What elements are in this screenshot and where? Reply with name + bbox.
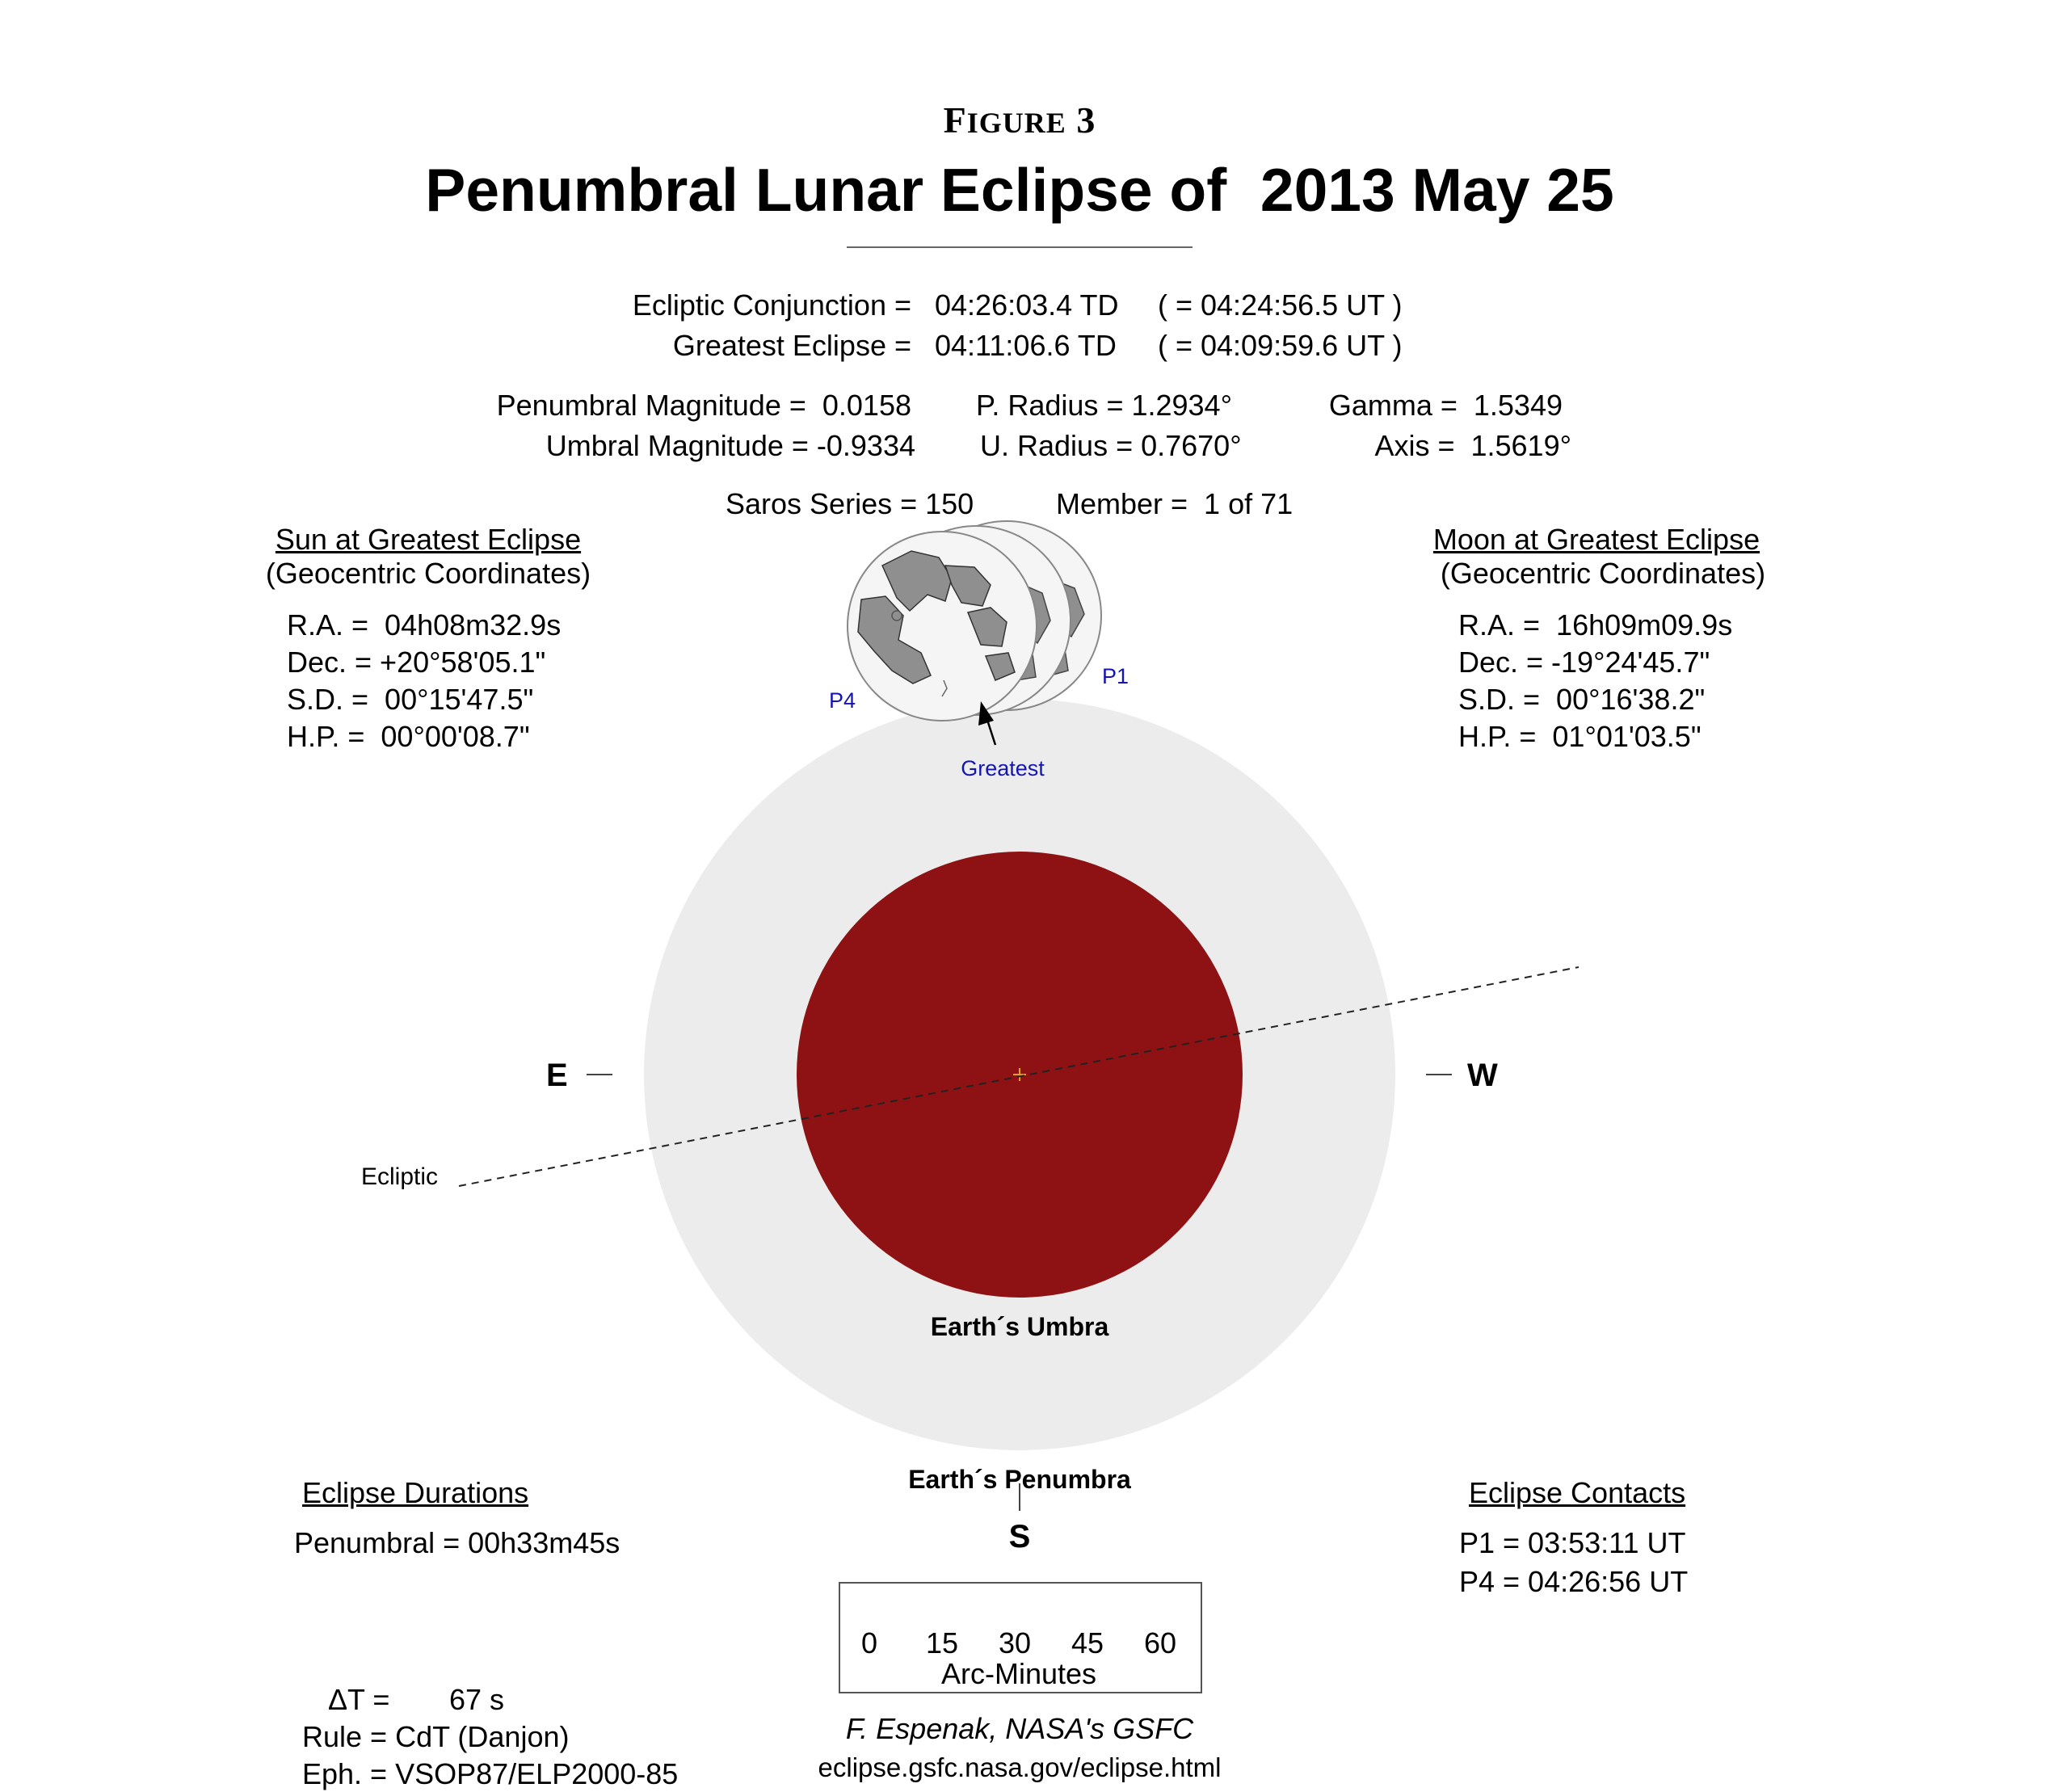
greatest-eclipse-label: Greatest Eclipse = <box>672 329 919 362</box>
east-label: E <box>546 1058 568 1093</box>
gamma-value: Gamma = 1.5349 <box>1328 389 1563 422</box>
scale-tick-30: 30 <box>998 1626 1032 1659</box>
moon-heading: Moon at Greatest Eclipse <box>1432 523 1760 556</box>
moon-dec: Dec. = -19°24'45.7" <box>1458 646 1710 679</box>
penumbral-duration: Penumbral = 00h33m45s <box>294 1526 620 1559</box>
ecliptic-conjunction-ut: ( = 04:24:56.5 UT ) <box>1158 288 1403 322</box>
moon-subheading: (Geocentric Coordinates) <box>1440 557 1766 590</box>
greatest-label: Greatest <box>961 756 1045 780</box>
sun-heading: Sun at Greatest Eclipse <box>275 523 582 556</box>
scale-tick-45: 45 <box>1071 1626 1104 1659</box>
moon-hp: H.P. = 01°01'03.5" <box>1458 720 1702 753</box>
scale-tick-0: 0 <box>860 1626 878 1659</box>
figure-label-rest: IGURE <box>966 107 1066 139</box>
penumbra-label: Earth´s Penumbra <box>908 1465 1131 1494</box>
axis-value: Axis = 1.5619° <box>1374 429 1571 462</box>
sun-hp: H.P. = 00°00'08.7" <box>287 720 530 753</box>
ecliptic-conjunction-label: Ecliptic Conjunction = <box>632 288 919 322</box>
contact-p4: P4 = 04:26:56 UT <box>1459 1565 1689 1598</box>
umbral-magnitude: Umbral Magnitude = -0.9334 <box>545 429 915 462</box>
saros-member: Member = 1 of 71 <box>1056 487 1294 520</box>
west-label: W <box>1467 1058 1498 1093</box>
penumbral-radius: P. Radius = 1.2934° <box>976 389 1232 422</box>
page-title: Penumbral Lunar Eclipse of 2013 May 25 <box>425 156 1614 224</box>
penumbral-magnitude: Penumbral Magnitude = 0.0158 <box>496 389 911 422</box>
scale-label: Arc-Minutes <box>940 1657 1097 1690</box>
durations-heading: Eclipse Durations <box>302 1476 529 1509</box>
ephemeris-text: Eph. = VSOP87/ELP2000-85 <box>302 1757 679 1790</box>
ecliptic-conjunction-td: 04:26:03.4 TD <box>935 288 1119 322</box>
moon-at-p4 <box>848 532 1037 721</box>
sun-sd: S.D. = 00°15'47.5" <box>287 683 534 716</box>
greatest-eclipse-td: 04:11:06.6 TD <box>935 329 1117 362</box>
sun-ra: R.A. = 04h08m32.9s <box>287 608 562 642</box>
greatest-eclipse-ut: ( = 04:09:59.6 UT ) <box>1158 329 1403 362</box>
scale-tick-15: 15 <box>925 1626 959 1659</box>
ecliptic-label: Ecliptic <box>361 1163 439 1190</box>
sun-subheading: (Geocentric Coordinates) <box>265 557 591 590</box>
umbra-label: Earth´s Umbra <box>930 1312 1109 1341</box>
rule-text: Rule = CdT (Danjon) <box>302 1720 570 1753</box>
p4-label: P4 <box>829 688 856 713</box>
contact-p1: P1 = 03:53:11 UT <box>1459 1526 1686 1559</box>
delta-t-label: ΔT = <box>328 1683 398 1716</box>
credit-url[interactable]: eclipse.gsfc.nasa.gov/eclipse.html <box>818 1752 1222 1782</box>
moon-ra: R.A. = 16h09m09.9s <box>1458 608 1733 642</box>
moon-sd: S.D. = 00°16'38.2" <box>1458 683 1706 716</box>
contacts-heading: Eclipse Contacts <box>1469 1476 1686 1509</box>
delta-t-value: 67 s <box>449 1683 505 1716</box>
scale-tick-60: 60 <box>1143 1626 1177 1659</box>
sun-dec: Dec. = +20°58'05.1" <box>287 646 546 679</box>
credit-author: F. Espenak, NASA's GSFC <box>845 1712 1194 1745</box>
p1-label: P1 <box>1102 664 1129 688</box>
south-label: S <box>1008 1519 1031 1554</box>
saros-series: Saros Series = 150 <box>726 487 974 520</box>
umbral-radius: U. Radius = 0.7670° <box>980 429 1242 462</box>
figure-number: 3 <box>1076 99 1096 141</box>
figure-label-first: F <box>943 99 967 141</box>
